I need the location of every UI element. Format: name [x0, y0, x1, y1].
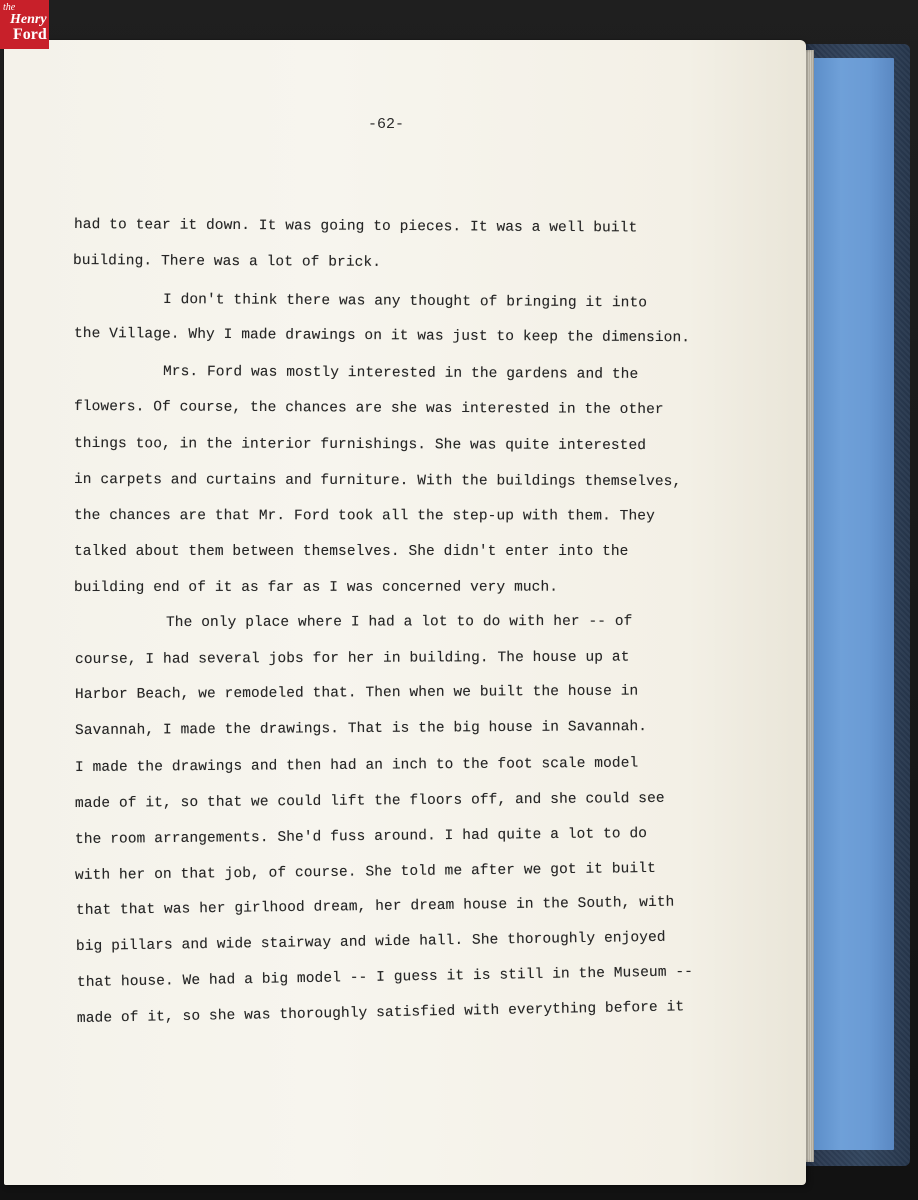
- text-line: course, I had several jobs for her in building. The house up at: [74, 649, 630, 668]
- text-line: The only place where I had a lot to do with her -- of: [165, 613, 633, 631]
- blue-endpaper: [812, 58, 894, 1150]
- text-line: Savannah, I made the drawings. That is the big house in Savannah.: [74, 719, 648, 739]
- text-line: the room arrangements. She'd fuss around. I had quite a lot to do: [74, 826, 648, 848]
- logo-text-the: the: [3, 2, 16, 13]
- text-line: talked about them between themselves. She didn't enter into the: [74, 544, 629, 560]
- text-line: building. There was a lot of brick.: [72, 253, 382, 271]
- text-line: Mrs. Ford was mostly interested in the gardens and the: [162, 364, 639, 383]
- text-line: I don't think there was any thought of bringing it into: [162, 292, 648, 312]
- text-line: made of it, so she was thoroughly satisfied with everything before it: [76, 999, 685, 1027]
- text-line: with her on that job, of course. She told me after we got it built: [74, 860, 656, 884]
- text-line: made of it, so that we could lift the floors off, and she could see: [74, 790, 665, 812]
- text-line: things too, in the interior furnishings. She was quite interested: [73, 436, 647, 454]
- text-line: in carpets and curtains and furniture. With the buildings themselves,: [73, 472, 682, 491]
- text-line: that that was her girlhood dream, her dream house in the South, with: [75, 894, 675, 919]
- text-line: flowers. Of course, the chances are she was interested in the other: [73, 399, 664, 419]
- henry-ford-logo: [0, 0, 49, 49]
- page-number: -62-: [368, 116, 405, 133]
- text-line: I made the drawings and then had an inch to the foot scale model: [74, 755, 639, 776]
- text-line: that house. We had a big model -- I guess it is still in the Museum --: [76, 964, 694, 991]
- text-line: the Village. Why I made drawings on it was just to keep the dimension.: [73, 326, 691, 347]
- text-line: building end of it as far as I was concerned very much.: [73, 579, 559, 596]
- text-line: big pillars and wide stairway and wide hall. She thoroughly enjoyed: [75, 929, 666, 955]
- logo-text-ford: Ford: [13, 26, 47, 43]
- text-line: Harbor Beach, we remodeled that. Then when we built the house in: [74, 683, 639, 703]
- logo-text-henry: Henry: [10, 12, 47, 27]
- text-line: had to tear it down. It was going to pieces. It was a well built: [73, 217, 638, 237]
- text-line: the chances are that Mr. Ford took all the step-up with them. They: [73, 508, 655, 525]
